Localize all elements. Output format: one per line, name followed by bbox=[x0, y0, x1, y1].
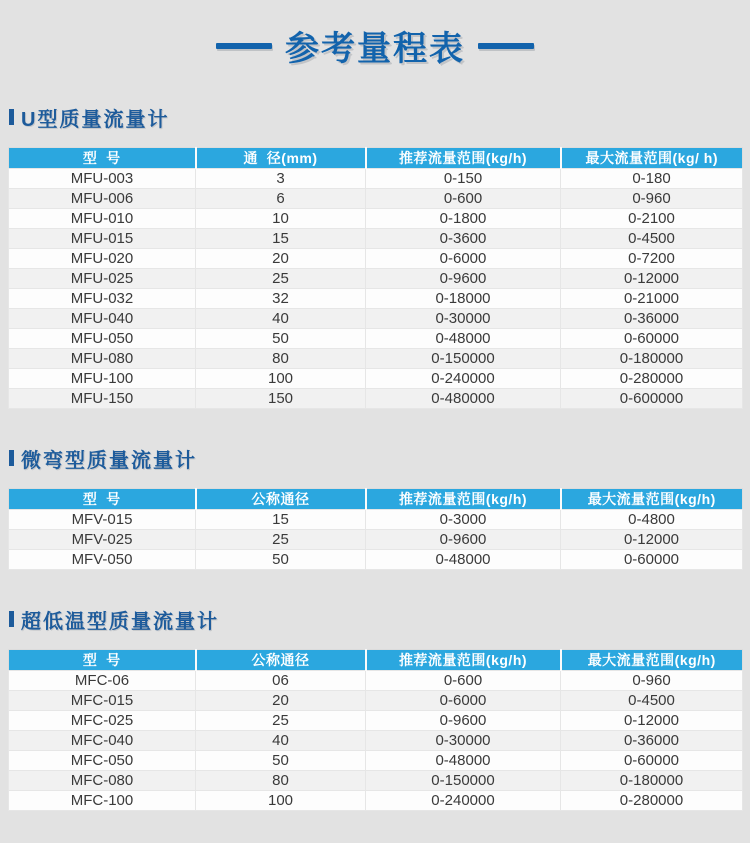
section-title: 超低温型质量流量计 bbox=[21, 610, 219, 633]
table-cell: 0-60000 bbox=[561, 329, 743, 349]
table-body bbox=[9, 510, 743, 570]
table-cell: 0-12000 bbox=[561, 530, 743, 550]
table-cell: 0-150000 bbox=[366, 771, 561, 791]
table-cell: 0-9600 bbox=[366, 711, 561, 731]
table-cell: MFV-050 bbox=[9, 550, 196, 570]
column-header: 最大流量范围(kg/ h) bbox=[561, 148, 743, 169]
table-cell: 32 bbox=[196, 289, 366, 309]
table-cell: 0-280000 bbox=[561, 369, 743, 389]
table-cell: 0-240000 bbox=[366, 369, 561, 389]
table-cell: 0-18000 bbox=[366, 289, 561, 309]
table-cell: 0-3600 bbox=[366, 229, 561, 249]
table-cell: 0-2100 bbox=[561, 209, 743, 229]
section-marker-icon bbox=[9, 109, 14, 125]
table-cell: 0-3000 bbox=[366, 510, 561, 530]
table-row bbox=[9, 510, 743, 530]
table-cell: 3 bbox=[196, 169, 366, 189]
table-cell: 20 bbox=[196, 691, 366, 711]
table-body bbox=[9, 671, 743, 811]
table-cell: 40 bbox=[196, 731, 366, 751]
column-header: 最大流量范围(kg/h) bbox=[561, 489, 743, 510]
table-cell: 0-9600 bbox=[366, 530, 561, 550]
table-cell: MFU-050 bbox=[9, 329, 196, 349]
table-cell: 0-1800 bbox=[366, 209, 561, 229]
table-cell: 6 bbox=[196, 189, 366, 209]
column-header: 推荐流量范围(kg/h) bbox=[366, 148, 561, 169]
column-header: 型 号 bbox=[9, 148, 196, 169]
column-header: 通 径(mm) bbox=[196, 148, 366, 169]
table-cell: 0-60000 bbox=[561, 751, 743, 771]
table-cell: 0-21000 bbox=[561, 289, 743, 309]
section-marker-icon bbox=[9, 450, 14, 466]
table-row bbox=[9, 189, 743, 209]
table-cell: MFC-080 bbox=[9, 771, 196, 791]
table-row bbox=[9, 691, 743, 711]
table-row bbox=[9, 229, 743, 249]
table-cell: 0-960 bbox=[561, 671, 743, 691]
table-body bbox=[9, 169, 743, 409]
table-cell: MFU-006 bbox=[9, 189, 196, 209]
section-title: 微弯型质量流量计 bbox=[21, 449, 197, 472]
table-row bbox=[9, 269, 743, 289]
table-cell: MFV-015 bbox=[9, 510, 196, 530]
spec-table bbox=[8, 147, 743, 409]
table-row bbox=[9, 209, 743, 229]
table-cell: 0-180000 bbox=[561, 349, 743, 369]
table-row bbox=[9, 369, 743, 389]
table-cell: 0-30000 bbox=[366, 731, 561, 751]
table-cell: MFU-020 bbox=[9, 249, 196, 269]
spec-table bbox=[8, 649, 743, 811]
table-cell: 10 bbox=[196, 209, 366, 229]
table-cell: MFU-100 bbox=[9, 369, 196, 389]
table-cell: 0-240000 bbox=[366, 791, 561, 811]
table-cell: 0-36000 bbox=[561, 309, 743, 329]
table-cell: 80 bbox=[196, 771, 366, 791]
meter-section bbox=[0, 447, 750, 570]
table-row bbox=[9, 289, 743, 309]
meter-section bbox=[0, 608, 750, 811]
table-cell: MFC-100 bbox=[9, 791, 196, 811]
table-cell: 150 bbox=[196, 389, 366, 409]
table-row bbox=[9, 711, 743, 731]
table-cell: MFC-06 bbox=[9, 671, 196, 691]
table-cell: 0-600000 bbox=[561, 389, 743, 409]
table-cell: MFU-010 bbox=[9, 209, 196, 229]
table-cell: 0-480000 bbox=[366, 389, 561, 409]
table-row bbox=[9, 671, 743, 691]
table-cell: MFC-015 bbox=[9, 691, 196, 711]
column-header: 公称通径 bbox=[196, 650, 366, 671]
table-row bbox=[9, 309, 743, 329]
table-cell: 0-36000 bbox=[561, 731, 743, 751]
section-marker-icon bbox=[9, 611, 14, 627]
table-cell: 80 bbox=[196, 349, 366, 369]
table-cell: 50 bbox=[196, 329, 366, 349]
table-cell: 0-48000 bbox=[366, 751, 561, 771]
table-cell: MFC-040 bbox=[9, 731, 196, 751]
table-row bbox=[9, 550, 743, 570]
table-cell: 40 bbox=[196, 309, 366, 329]
table-row bbox=[9, 791, 743, 811]
table-cell: 0-9600 bbox=[366, 269, 561, 289]
table-cell: 100 bbox=[196, 791, 366, 811]
table-row bbox=[9, 731, 743, 751]
table-cell: 0-180 bbox=[561, 169, 743, 189]
meter-section bbox=[0, 106, 750, 409]
table-row bbox=[9, 329, 743, 349]
table-cell: 0-600 bbox=[366, 671, 561, 691]
header-row bbox=[9, 650, 743, 671]
table-cell: 0-12000 bbox=[561, 269, 743, 289]
table-cell: 25 bbox=[196, 711, 366, 731]
table-cell: MFU-080 bbox=[9, 349, 196, 369]
table-cell: MFU-025 bbox=[9, 269, 196, 289]
table-cell: MFU-150 bbox=[9, 389, 196, 409]
table-row bbox=[9, 530, 743, 550]
table-cell: 0-150 bbox=[366, 169, 561, 189]
table-row bbox=[9, 249, 743, 269]
section-title: U型质量流量计 bbox=[21, 108, 170, 131]
section-heading bbox=[9, 608, 750, 633]
column-header: 推荐流量范围(kg/h) bbox=[366, 489, 561, 510]
table-cell: 0-600 bbox=[366, 189, 561, 209]
title-dash-right-icon bbox=[478, 43, 534, 49]
title-dash-left-icon bbox=[216, 43, 272, 49]
table-cell: MFV-025 bbox=[9, 530, 196, 550]
table-row bbox=[9, 389, 743, 409]
table-cell: 0-960 bbox=[561, 189, 743, 209]
table-cell: 0-60000 bbox=[561, 550, 743, 570]
table-cell: 25 bbox=[196, 530, 366, 550]
table-cell: 0-48000 bbox=[366, 329, 561, 349]
table-cell: 0-4800 bbox=[561, 510, 743, 530]
table-cell: MFC-050 bbox=[9, 751, 196, 771]
section-heading bbox=[9, 106, 750, 131]
table-cell: 100 bbox=[196, 369, 366, 389]
table-cell: 15 bbox=[196, 229, 366, 249]
table-cell: MFU-015 bbox=[9, 229, 196, 249]
table-head bbox=[9, 148, 743, 169]
table-cell: 0-4500 bbox=[561, 229, 743, 249]
table-cell: MFU-032 bbox=[9, 289, 196, 309]
table-cell: 50 bbox=[196, 751, 366, 771]
spec-table bbox=[8, 488, 743, 570]
table-cell: 06 bbox=[196, 671, 366, 691]
range-tables-container bbox=[0, 106, 750, 811]
table-cell: 0-6000 bbox=[366, 691, 561, 711]
table-cell: MFU-040 bbox=[9, 309, 196, 329]
table-cell: 0-280000 bbox=[561, 791, 743, 811]
table-cell: 0-4500 bbox=[561, 691, 743, 711]
table-cell: MFU-003 bbox=[9, 169, 196, 189]
table-cell: MFC-025 bbox=[9, 711, 196, 731]
table-cell: 20 bbox=[196, 249, 366, 269]
table-row bbox=[9, 751, 743, 771]
page-title: 参考量程表 bbox=[285, 30, 465, 68]
header-row bbox=[9, 489, 743, 510]
column-header: 公称通径 bbox=[196, 489, 366, 510]
table-cell: 0-150000 bbox=[366, 349, 561, 369]
table-head bbox=[9, 650, 743, 671]
table-cell: 0-12000 bbox=[561, 711, 743, 731]
table-cell: 0-7200 bbox=[561, 249, 743, 269]
table-row bbox=[9, 771, 743, 791]
column-header: 最大流量范围(kg/h) bbox=[561, 650, 743, 671]
table-cell: 50 bbox=[196, 550, 366, 570]
column-header: 型 号 bbox=[9, 650, 196, 671]
section-heading bbox=[9, 447, 750, 472]
table-cell: 25 bbox=[196, 269, 366, 289]
table-row bbox=[9, 169, 743, 189]
table-cell: 15 bbox=[196, 510, 366, 530]
table-cell: 0-180000 bbox=[561, 771, 743, 791]
column-header: 型 号 bbox=[9, 489, 196, 510]
column-header: 推荐流量范围(kg/h) bbox=[366, 650, 561, 671]
table-cell: 0-30000 bbox=[366, 309, 561, 329]
header-row bbox=[9, 148, 743, 169]
table-cell: 0-6000 bbox=[366, 249, 561, 269]
page-header bbox=[0, 0, 750, 66]
table-cell: 0-48000 bbox=[366, 550, 561, 570]
table-row bbox=[9, 349, 743, 369]
table-head bbox=[9, 489, 743, 510]
